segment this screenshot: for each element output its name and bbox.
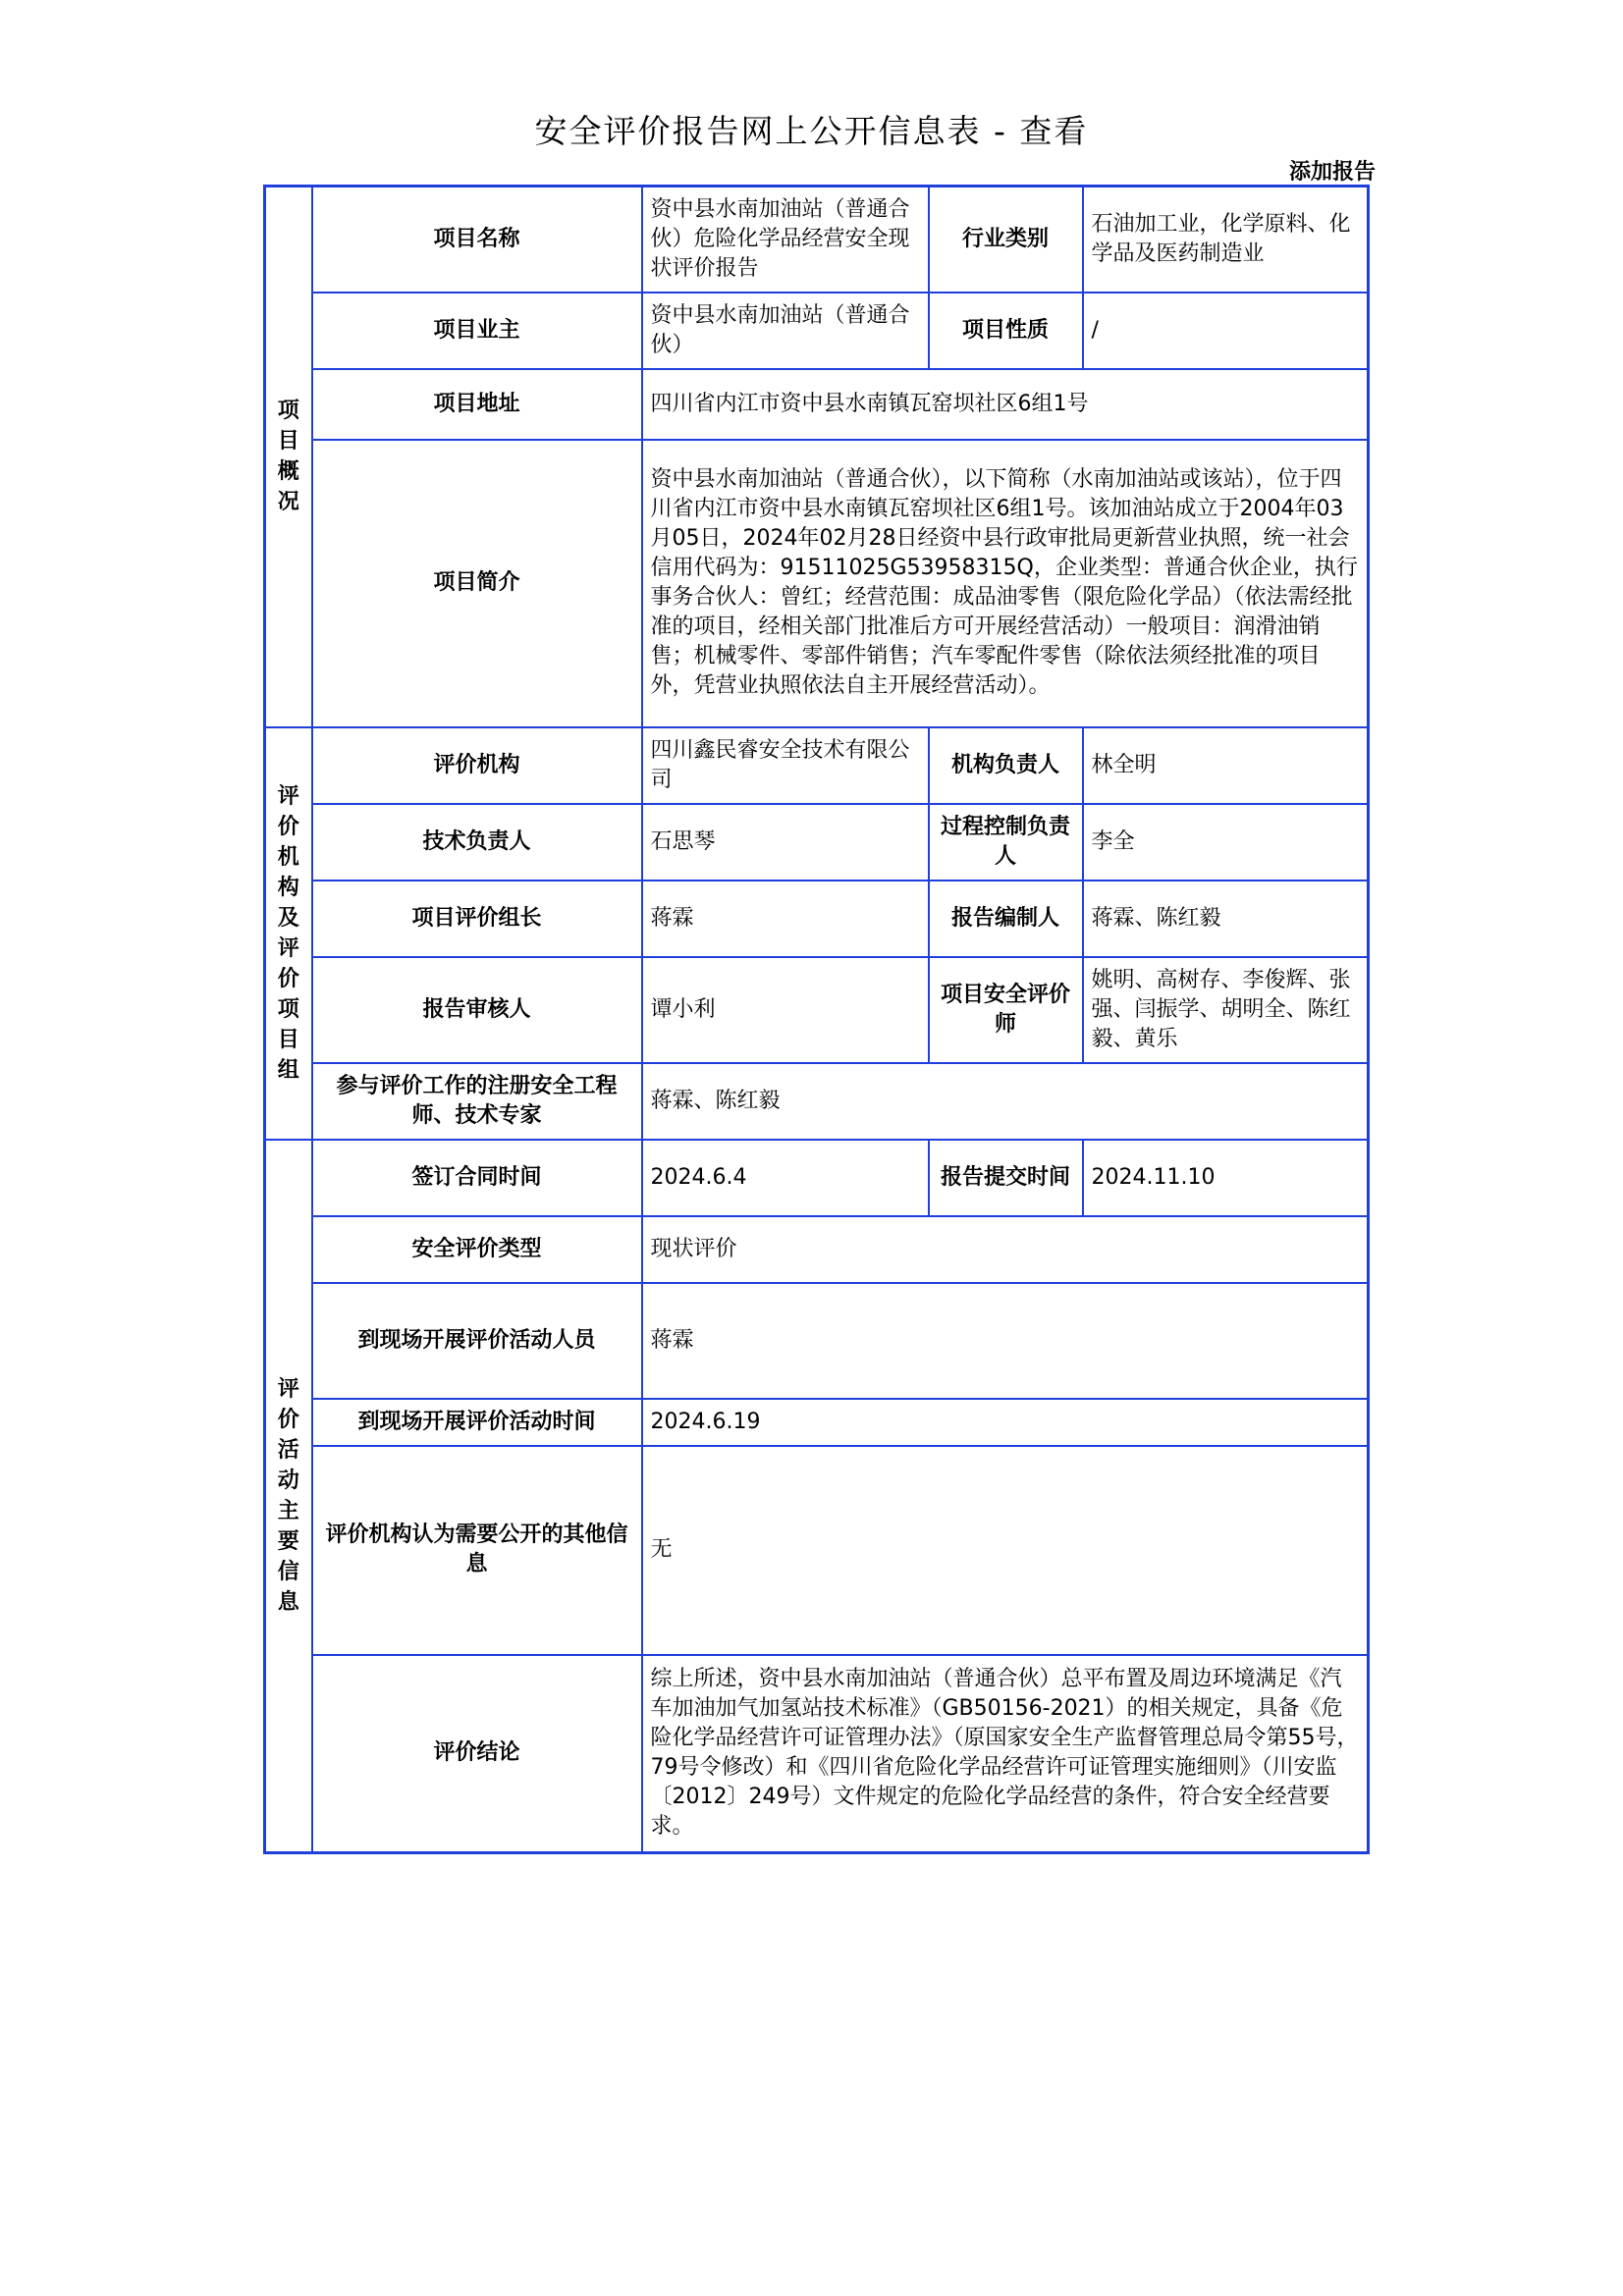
intro-label: 项目简介 [312,440,642,727]
process-head-label: 过程控制负责人 [929,804,1083,881]
table-row [265,881,1369,957]
other-info-label: 评价机构认为需要公开的其他信息 [312,1446,642,1655]
eval-type-label: 安全评价类型 [312,1216,642,1283]
evaluators-value: 姚明、高树存、李俊辉、张强、闫振学、胡明全、陈红毅、黄乐 [1083,957,1369,1063]
evaluators-label: 项目安全评价师 [929,957,1083,1063]
submit-date-value: 2024.11.10 [1083,1140,1369,1216]
table-row [265,1140,1369,1216]
table-row [265,1283,1369,1399]
table-row [265,1446,1369,1655]
conclusion-label: 评价结论 [312,1655,642,1853]
report-info-table [263,185,1370,1854]
compiler-value: 蒋霖、陈红毅 [1083,881,1369,957]
agency-label: 评价机构 [312,727,642,804]
onsite-date-label: 到现场开展评价活动时间 [312,1399,642,1446]
project-name-label: 项目名称 [312,187,642,293]
agency-head-label: 机构负责人 [929,727,1083,804]
table-row [265,727,1369,804]
tech-head-value: 石思琴 [642,804,929,881]
eval-type-value: 现状评价 [642,1216,1369,1283]
section-project-overview: 项目概况 [265,187,312,727]
section-agency-team: 评价机构及评价项目组 [265,727,312,1140]
table-row [265,440,1369,727]
table-row [265,957,1369,1063]
agency-head-value: 林全明 [1083,727,1369,804]
experts-label: 参与评价工作的注册安全工程师、技术专家 [312,1063,642,1140]
industry-label: 行业类别 [929,187,1083,293]
address-value: 四川省内江市资中县水南镇瓦窑坝社区6组1号 [642,369,1369,440]
nature-value: / [1083,293,1369,369]
owner-value: 资中县水南加油站（普通合伙） [642,293,929,369]
reviewer-label: 报告审核人 [312,957,642,1063]
contract-date-value: 2024.6.4 [642,1140,929,1216]
page-title: 安全评价报告网上公开信息表 - 查看 [534,112,1089,150]
tech-head-label: 技术负责人 [312,804,642,881]
project-name-value: 资中县水南加油站（普通合伙）危险化学品经营安全现状评价报告 [642,187,929,293]
table-row [265,804,1369,881]
onsite-date-value: 2024.6.19 [642,1399,1369,1446]
table-row [265,369,1369,440]
industry-value: 石油加工业，化学原料、化学品及医药制造业 [1083,187,1369,293]
section-activity-info: 评价活动主要信息 [265,1140,312,1853]
table-row [265,1063,1369,1140]
table-row [265,1399,1369,1446]
onsite-staff-value: 蒋霖 [642,1283,1369,1399]
other-info-value: 无 [642,1446,1369,1655]
table-row [265,293,1369,369]
leader-label: 项目评价组长 [312,881,642,957]
process-head-value: 李全 [1083,804,1369,881]
agency-value: 四川鑫民睿安全技术有限公司 [642,727,929,804]
leader-value: 蒋霖 [642,881,929,957]
address-label: 项目地址 [312,369,642,440]
table-row [265,187,1369,293]
owner-label: 项目业主 [312,293,642,369]
add-report-link[interactable]: 添加报告 [1288,160,1376,185]
table-row [265,1216,1369,1283]
onsite-staff-label: 到现场开展评价活动人员 [312,1283,642,1399]
table-row [265,1655,1369,1853]
nature-label: 项目性质 [929,293,1083,369]
contract-date-label: 签订合同时间 [312,1140,642,1216]
compiler-label: 报告编制人 [929,881,1083,957]
intro-value: 资中县水南加油站（普通合伙），以下简称（水南加油站或该站），位于四川省内江市资中县水南镇瓦窑坝社区6组1号。该加油站成立于2004年03月05日，2024年02月28日经资中县行政审批局更新营业执照，统一社会信用代码为：91511025G53958315Q，企业类型：普通合伙企业，执行事务合伙人：曾红；经营范围：成品油零售（限危险化学品）（依法需经批准的项目，经相关部门批准后方可开展经营活动）一般项目：润滑油销售；机械零件、零部件销售；汽车零配件零售（除依法须经批准的项目外，凭营业执照依法自主开展经营活动）。 [642,440,1369,727]
conclusion-value: 综上所述，资中县水南加油站（普通合伙）总平布置及周边环境满足《汽车加油加气加氢站技术标准》（GB50156-2021）的相关规定，具备《危险化学品经营许可证管理办法》（原国家安全生产监督管理总局令第55号，79号令修改）和《四川省危险化学品经营许可证管理实施细则》（川安监〔2012〕249号）文件规定的危险化学品经营的条件，符合安全经营要求。 [642,1655,1369,1853]
submit-date-label: 报告提交时间 [929,1140,1083,1216]
reviewer-value: 谭小利 [642,957,929,1063]
experts-value: 蒋霖、陈红毅 [642,1063,1369,1140]
